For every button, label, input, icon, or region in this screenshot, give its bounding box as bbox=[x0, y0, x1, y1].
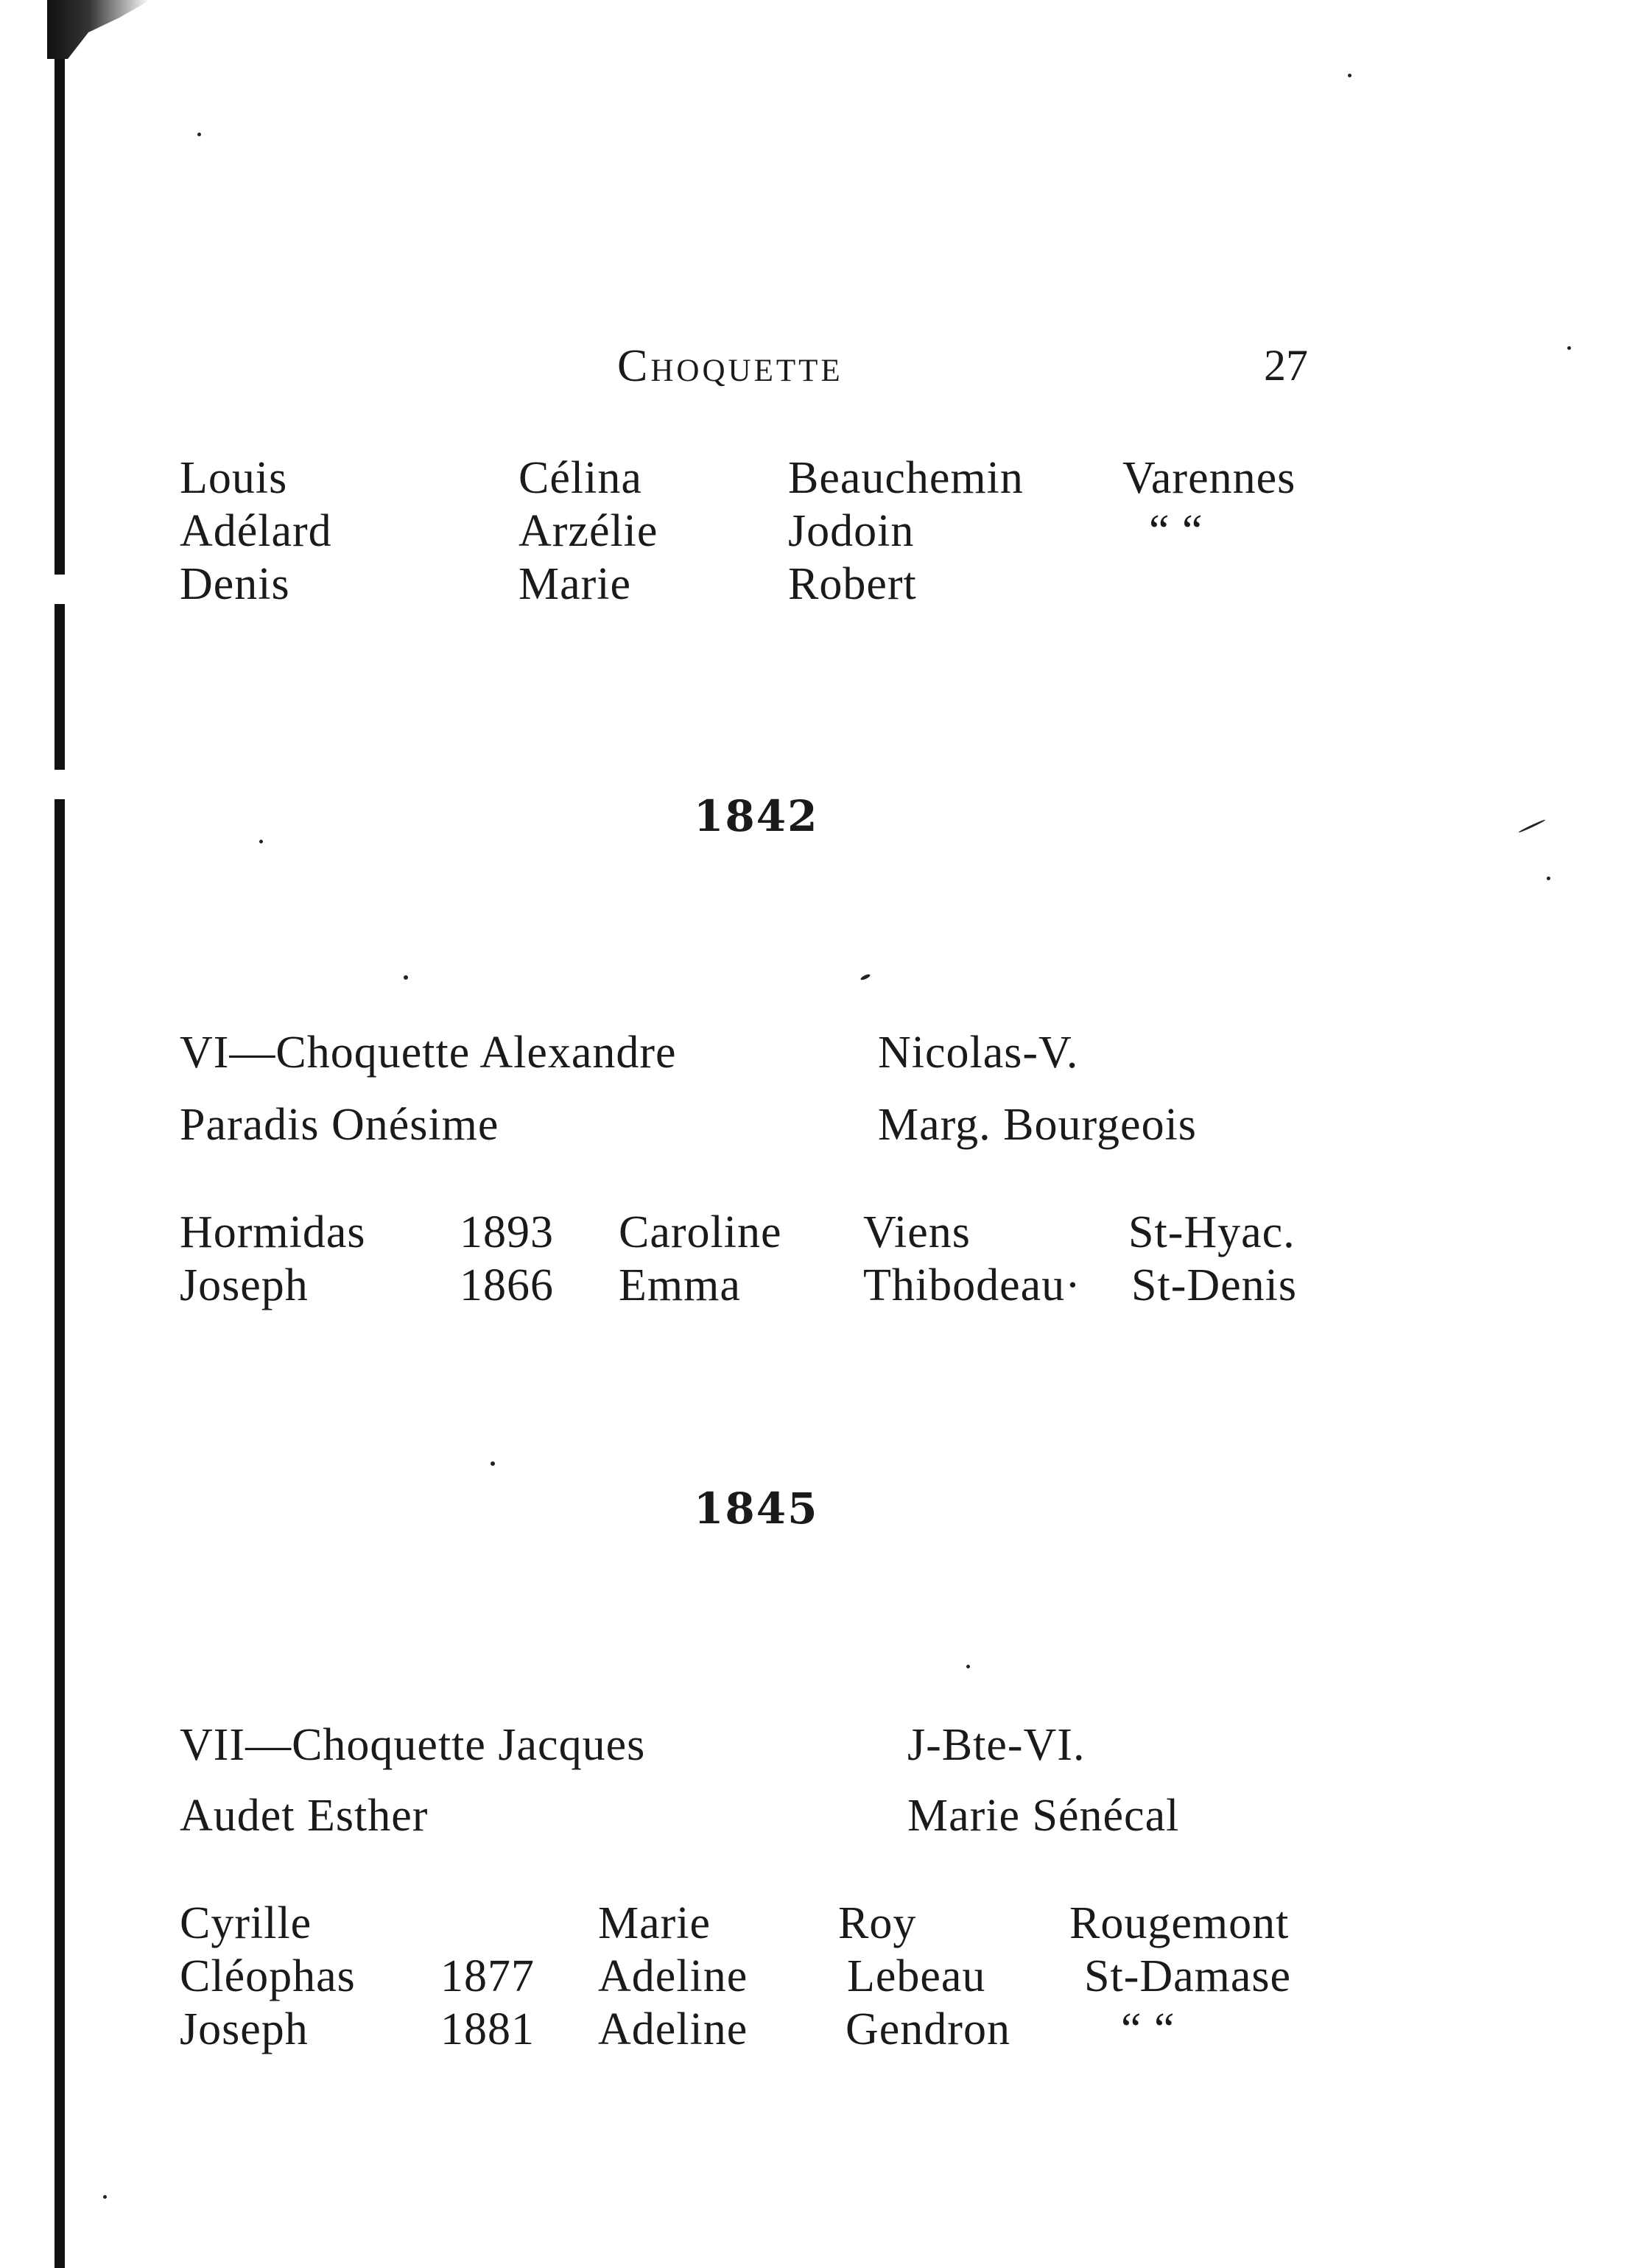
mother-name: Marg. Bourgeois bbox=[878, 1100, 1197, 1150]
generation-line: VI—Choquette Alexandre bbox=[180, 1028, 677, 1078]
section-year-1845: 1845 bbox=[694, 1484, 819, 1534]
father-name: Nicolas-V. bbox=[878, 1028, 1079, 1078]
marriage-place: St-Hyac. bbox=[1128, 1207, 1296, 1257]
marriage-place: Rougemont bbox=[1069, 1898, 1290, 1948]
child-name: Louis bbox=[180, 453, 288, 503]
wife-surname: Roy bbox=[838, 1898, 917, 1948]
binding-gap bbox=[52, 575, 68, 604]
marriage-place: St-Denis bbox=[1131, 1260, 1297, 1310]
wife-surname: Robert bbox=[788, 559, 917, 609]
binding-edge-top bbox=[47, 0, 150, 59]
scan-speck bbox=[966, 1665, 970, 1668]
wife-surname: Gendron bbox=[846, 2004, 1010, 2054]
marriage-year: 1866 bbox=[460, 1260, 554, 1310]
scan-speck bbox=[1348, 74, 1351, 77]
scan-speck bbox=[491, 1461, 495, 1466]
child-name: Hormidas bbox=[180, 1207, 366, 1257]
wife-surname: Beauchemin bbox=[788, 453, 1024, 503]
spouse-name: Audet Esther bbox=[180, 1791, 429, 1841]
ditto-marks: “ “ bbox=[1121, 2004, 1175, 2054]
page-number: 27 bbox=[1264, 341, 1308, 390]
father-name: J-Bte-VI. bbox=[907, 1720, 1086, 1770]
wife-surname: Viens bbox=[863, 1207, 971, 1257]
wife-surname: Jodoin bbox=[788, 506, 915, 556]
wife-name: Arzélie bbox=[519, 506, 658, 556]
generation-line: VII—Choquette Jacques bbox=[180, 1720, 646, 1770]
wife-name: Emma bbox=[619, 1260, 741, 1310]
wife-name: Adeline bbox=[598, 1951, 748, 2001]
child-name: Denis bbox=[180, 559, 290, 609]
binding-edge bbox=[55, 0, 65, 2268]
wife-name: Marie bbox=[519, 559, 632, 609]
scan-speck bbox=[404, 975, 408, 980]
ditto-marks: “ “ bbox=[1149, 506, 1203, 556]
child-name: Cléophas bbox=[180, 1951, 356, 2001]
scan-speck bbox=[103, 2195, 107, 2199]
wife-name: Caroline bbox=[619, 1207, 782, 1257]
running-header-title: Choquette bbox=[617, 341, 843, 391]
wife-surname: Lebeau bbox=[847, 1951, 986, 2001]
scan-speck bbox=[1547, 877, 1550, 880]
scan-speck bbox=[860, 973, 871, 980]
scan-speck bbox=[259, 840, 263, 843]
scan-speck bbox=[1567, 346, 1571, 350]
binding-gap bbox=[52, 770, 68, 799]
child-name: Cyrille bbox=[180, 1898, 312, 1948]
child-name: Adélard bbox=[180, 506, 332, 556]
scan-speck bbox=[1518, 819, 1546, 834]
section-year-1842: 1842 bbox=[694, 791, 819, 841]
marriage-year: 1893 bbox=[460, 1207, 554, 1257]
marriage-year: 1881 bbox=[440, 2004, 535, 2054]
spouse-name: Paradis Onésime bbox=[180, 1100, 499, 1150]
marriage-year: 1877 bbox=[440, 1951, 535, 2001]
marriage-place: Varennes bbox=[1122, 453, 1296, 503]
wife-name: Célina bbox=[519, 453, 642, 503]
child-name: Joseph bbox=[180, 2004, 309, 2054]
mother-name: Marie Sénécal bbox=[907, 1791, 1180, 1841]
marriage-place: St-Damase bbox=[1084, 1951, 1292, 2001]
wife-surname: Thibodeau· bbox=[863, 1260, 1081, 1310]
wife-name: Adeline bbox=[598, 2004, 748, 2054]
scan-speck bbox=[197, 133, 201, 136]
child-name: Joseph bbox=[180, 1260, 309, 1310]
wife-name: Marie bbox=[598, 1898, 711, 1948]
